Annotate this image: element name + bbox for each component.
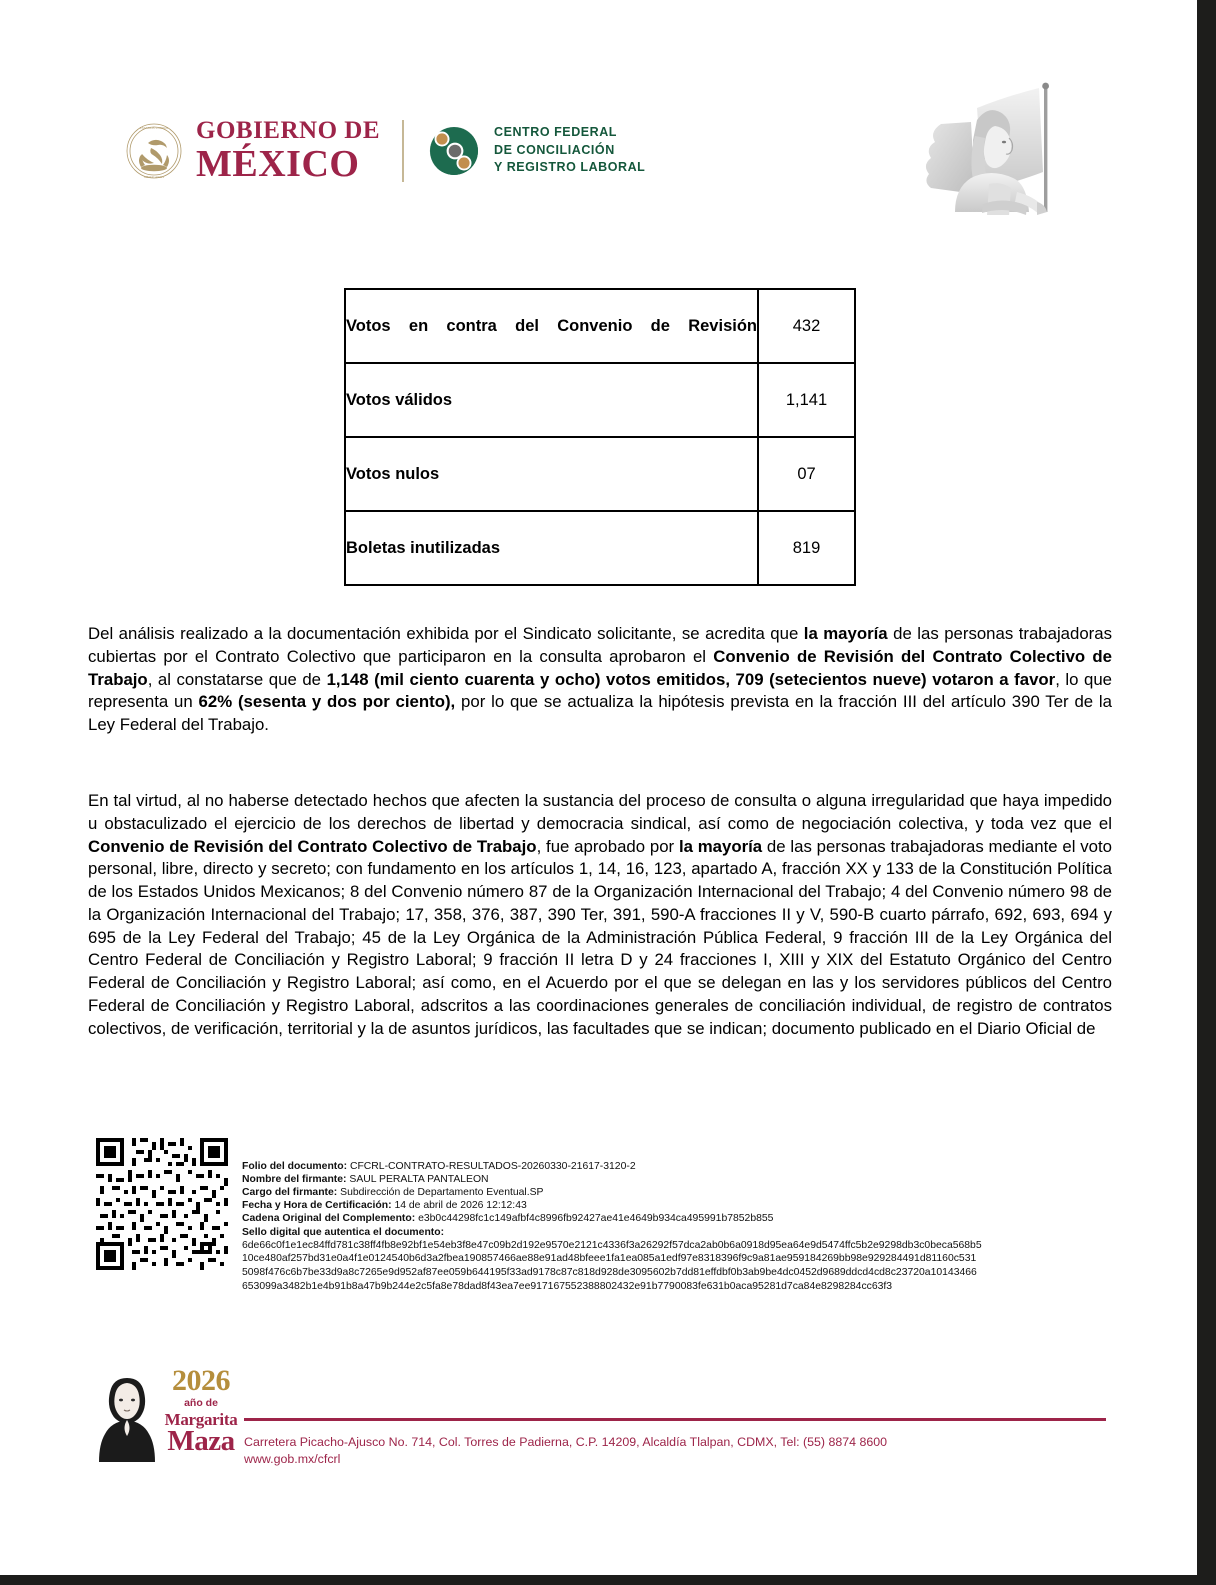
fecha-value: 14 de abril de 2026 12:12:43 xyxy=(394,1200,527,1212)
qr-code-icon[interactable] xyxy=(96,1138,228,1270)
table-cell-value: 1,141 xyxy=(758,363,855,437)
gobierno-line1: GOBIERNO DE xyxy=(196,117,381,144)
document-footer xyxy=(96,1366,1106,1466)
header-divider xyxy=(402,120,404,182)
cargo-line xyxy=(242,1186,1106,1199)
margarita-maza-portrait-icon xyxy=(96,1370,158,1462)
footer-website[interactable]: www.gob.mx/cfcrl xyxy=(244,1452,341,1467)
firmante-line xyxy=(242,1173,1106,1186)
cargo-label: Cargo del firmante: xyxy=(242,1187,338,1199)
cadena-value: e3b0c44298fc1c149afbf4c8996fb92427ae41e4649b934ca495991b7852b855 xyxy=(418,1213,774,1225)
footer-contact xyxy=(244,1434,887,1469)
folio-value: CFCRL-CONTRATO-RESULTADOS-20260330-21617-3120-2 xyxy=(349,1161,636,1172)
margarita-maza-logo xyxy=(96,1366,236,1464)
cadena-label: Cadena Original del Complemento: xyxy=(242,1213,416,1225)
firmante-value: SAUL PERALTA PANTALEON xyxy=(349,1174,489,1186)
footer-name-line2: Maza xyxy=(167,1424,235,1457)
gobierno-line2: MÉXICO xyxy=(196,143,360,185)
cadena-line xyxy=(242,1212,1106,1225)
footer-year-sub: año de xyxy=(184,1397,218,1409)
footer-address: Carretera Picacho-Ajusco No. 714, Col. Torres de Padierna, C.P. 14209, Alcaldía Tlalpan, CDMX, Tel: (55) 8874 8600 xyxy=(244,1435,888,1449)
mexico-coat-of-arms-icon xyxy=(118,121,190,181)
sello-value: 6de66c0f1e1ec84ffd781c38ff4fb8e92bf1e54eb3f8e47c09b2d192e9570e2121c4336f3a26292f57dca2ab0b6a0918d95ea64e9d5474ffc5b2e9298db3c0beca568b510ce480af257bd31e0a4f1e0124540b6d3a2fbea190857466ae88e91ad48bfeee1fa1ea085a1edf97e8318396f9c9a81ae959184269bb98e929284491d81160c5315098f476c6b7be33d9a8c7265e9d952af87ee059b644195f33ad9178c87c818d928de3095602b7dd81effdbf0b3ab9be4dc0452d9689ddcd4cd8c23720a10143466653099a3482b1e4b91b8a47b9b244e2c5fa8e78dad8f43ea7ee917167552388802432e91b7790083fe631b0aca95281d7ca84e8298284cc63f3 xyxy=(242,1239,982,1293)
fecha-label: Fecha y Hora de Certificación: xyxy=(242,1200,392,1212)
cfcrl-logo-icon xyxy=(428,125,480,177)
brand-lockup xyxy=(118,118,645,183)
table-cell-label: Votos en contra del Convenio de Revisión xyxy=(345,289,758,363)
cfcrl-line3: Y REGISTRO LABORAL xyxy=(494,160,646,175)
viewer-frame-right xyxy=(1197,0,1216,1585)
vote-results-table xyxy=(344,288,856,586)
folio-label: Folio del documento: xyxy=(242,1161,348,1172)
cfcrl-line2: DE CONCILIACIÓN xyxy=(494,142,615,157)
viewer-frame-bottom xyxy=(0,1575,1216,1585)
flag-woman-illustration xyxy=(905,80,1070,215)
gobierno-wordmark xyxy=(196,118,380,183)
certification-block xyxy=(96,1138,1106,1294)
paragraph-legal-basis: En tal virtud, al no haberse detectado hechos que afecten la sustancia del proceso de consulta o alguna irregularidad que haya impedido u obstaculizado el ejercicio de los derechos de libertad y democracia sindical, así como de negociación colectiva, y toda vez que el Convenio de Revisión del Contrato Colectivo de Trabajo, fue aprobado por la mayoría de las personas trabajadoras mediante el voto personal, libre, directo y secreto; con fundamento en los artículos 1, 14, 16, 123, apartado A, fracción XX y 133 de la Constitución Política de los Estados Unidos Mexicanos; 8 del Convenio número 87 de la Organización Internacional del Trabajo; 4 del Convenio número 98 de la Organización Internacional del Trabajo; 17, 358, 376, 387, 390 Ter, 391, 590-A fracciones II y V, 590-B cuarto párrafo, 692, 693, 694 y 695 de la Ley Federal del Trabajo; 45 de la Ley Orgánica de la Administración Pública Federal, 9 fracción III de la Ley Orgánica del Centro Federal de Conciliación y Registro Laboral; 9 fracción II letra D y 24 fracciones I, XIII y XIX del Estatuto Orgánico del Centro Federal de Conciliación y Registro Laboral; así como, en el Acuerdo por el que se delegan en las y los servidores públicos del Centro Federal de Conciliación y Registro Laboral, adscritos a las coordinaciones generales de conciliación individual, de registro de contratos colectivos, de verificación, territorial y la de asuntos jurídicos, las facultades que se indican; documento publicado en el Diario Oficial de xyxy=(88,791,1112,1038)
table-row xyxy=(345,437,855,511)
footer-divider-rule xyxy=(244,1418,1106,1421)
table-row xyxy=(345,363,855,437)
maza-wordmark xyxy=(162,1366,240,1455)
firmante-label: Nombre del firmante: xyxy=(242,1174,347,1186)
footer-name-line1: Margarita xyxy=(164,1409,238,1429)
table-row xyxy=(345,289,855,363)
table-cell-value: 432 xyxy=(758,289,855,363)
table-cell-label: Boletas inutilizadas xyxy=(345,511,758,585)
table-row xyxy=(345,511,855,585)
table-cell-label: Votos nulos xyxy=(345,437,758,511)
svg-text:ESTADOS UNIDOS: ESTADOS UNIDOS xyxy=(139,125,169,130)
table-cell-label: Votos válidos xyxy=(345,363,758,437)
cargo-value: Subdirección de Departamento Eventual.SP xyxy=(340,1187,544,1199)
cfcrl-wordmark xyxy=(494,124,645,177)
fecha-line xyxy=(242,1199,1106,1212)
table-cell-value: 819 xyxy=(758,511,855,585)
document-header xyxy=(0,0,1197,240)
certification-fields xyxy=(242,1138,1106,1294)
svg-text:MEXICANOS: MEXICANOS xyxy=(143,174,165,179)
folio-line xyxy=(242,1160,1106,1173)
table-cell-value: 07 xyxy=(758,437,855,511)
cfcrl-line1: CENTRO FEDERAL xyxy=(494,124,617,139)
paragraph-analysis: Del análisis realizado a la documentación exhibida por el Sindicato solicitante, se acredita que la mayoría de las personas trabajadoras cubiertas por el Contrato Colectivo que participaron en la consulta aprobaron el Convenio de Revisión del Contrato Colectivo de Trabajo, al constatarse que de 1,148 (mil ciento cuarenta y ocho) votos emitidos, 709 (setecientos nueve) votaron a favor, lo que representa un 62% (sesenta y dos por ciento), por lo que se actualiza la hipótesis prevista en la fracción III del artículo 390 Ter de la Ley Federal del Trabajo. xyxy=(88,624,1112,734)
footer-year: 2026 xyxy=(172,1364,230,1397)
sello-label: Sello digital que autentica el documento: xyxy=(242,1226,445,1238)
